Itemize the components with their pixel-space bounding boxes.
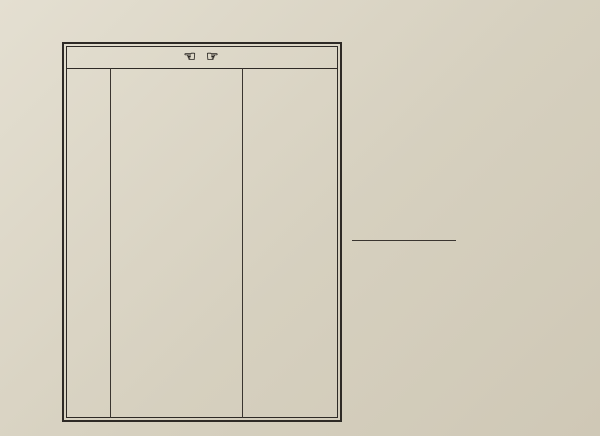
divider [352, 240, 456, 241]
banner [66, 46, 338, 69]
divider [242, 68, 243, 418]
pointing-hand-icon: ☜ [183, 49, 198, 65]
divider [110, 68, 111, 418]
promo-frame-inner [66, 46, 338, 418]
pointing-hand-icon: ☞ [206, 49, 221, 65]
